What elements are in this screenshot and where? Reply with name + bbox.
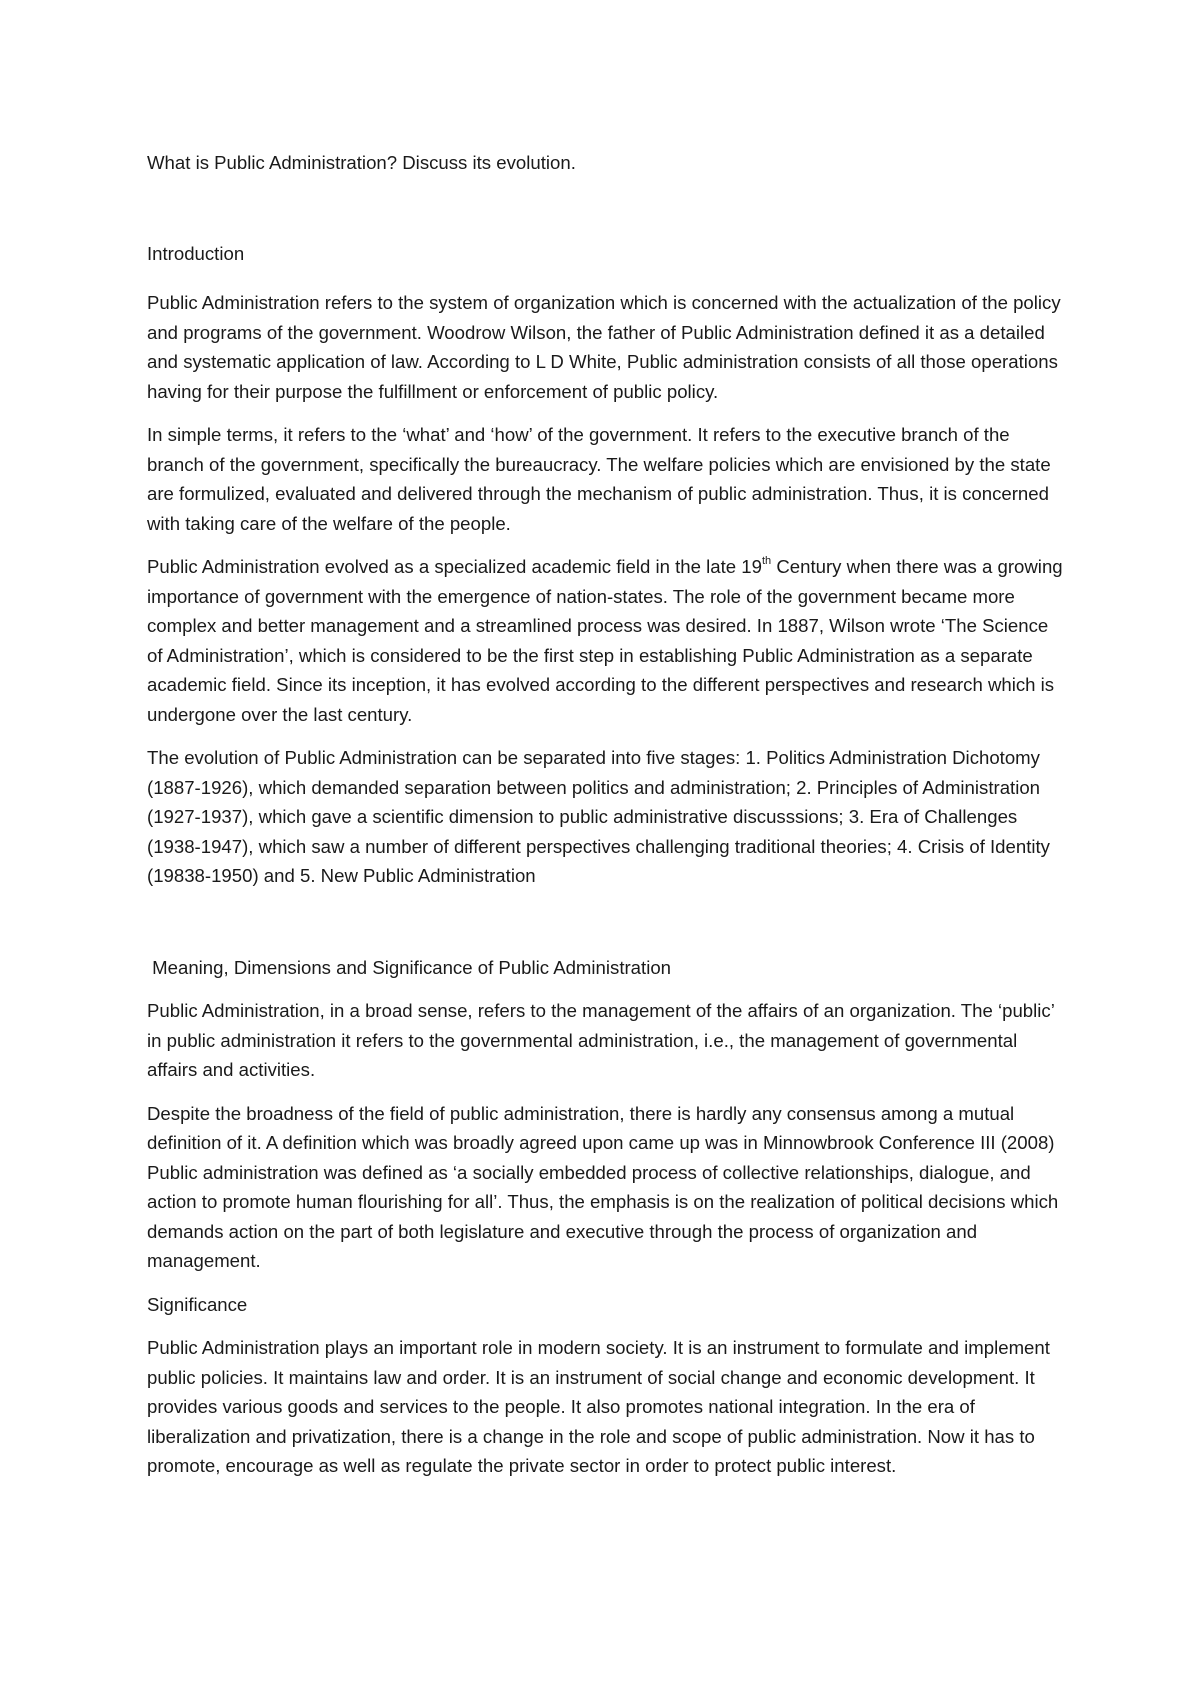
introduction-paragraph-2: In simple terms, it refers to the ‘what’ and ‘how’ of the government. It refers to the executive branch of the branch of the government, specifically the bureaucracy. The welfare policies which are envisioned by the state are formulized, evaluated and delivered through the mechanism of public administration. Thus, it is concerned with taking care of the welfare of the people. — [147, 424, 1051, 534]
paragraph-3-text-a: Public Administration evolved as a specialized academic field in the late 19 — [147, 556, 762, 577]
meaning-paragraph-2: Despite the broadness of the field of public administration, there is hardly any consensus among a mutual definition of it. A definition which was broadly agreed upon came up was in Minnowbrook Conference III (2008) Public administration was defined as ‘a socially embedded process of collective relationships, dialogue, and action to promote human flourishing for all’. Thus, the emphasis is on the realization of political decisions which demands action on the part of both legislature and executive through the process of organization and management. — [147, 1102, 1059, 1271]
meaning-paragraph-1: Public Administration, in a broad sense, refers to the management of the affairs of an organization. The ‘public’ in public administration it refers to the governmental administration, i.e., the management of governmental affairs and activities. — [147, 1000, 1055, 1080]
ordinal-superscript: th — [761, 554, 772, 567]
meaning-heading: Meaning, Dimensions and Significance of Public Administration — [147, 956, 672, 978]
significance-paragraph-1: Public Administration plays an important role in modern society. It is an instrument to formulate and implement public policies. It maintains law and order. It is an instrument of social change and economic development. It provides various goods and services to the people. It also promotes national integration. In the era of liberalization and privatization, there is a change in the role and scope of public administration. Now it has to promote, encourage as well as regulate the private sector in order to protect public interest. — [147, 1337, 1050, 1476]
document-page — [147, 148, 1067, 1481]
introduction-heading: Introduction — [147, 242, 245, 264]
introduction-paragraph-3 — [147, 552, 1067, 729]
introduction-paragraph-4: The evolution of Public Administration can be separated into five stages: 1. Politics Administration Dichotomy (1887-1926), which demanded separation between politics and administration; 2. Principles of Administration (1927-1937), which gave a scientific dimension to public administrative discusssions; 3. Era of Challenges (1938-1947), which saw a number of different perspectives challenging traditional theories; 4. Crisis of Identity (19838-1950) and 5. New Public Administration — [147, 747, 1050, 886]
paragraph-3-text-b: Century when there was a growing importance of government with the emergence of nation-states. The role of the government became more complex and better management and a streamlined process was desired. In 1887, Wilson wrote ‘The Science of Administration’, which is considered to be the first step in establishing Public Administration as a separate academic field. Since its inception, it has evolved according to the different perspectives and research which is undergone over the last century. — [147, 556, 1063, 725]
introduction-paragraph-1: Public Administration refers to the system of organization which is concerned with the actualization of the policy and programs of the government. Woodrow Wilson, the father of Public Administration defined it as a detailed and systematic application of law. According to L D White, Public administration consists of all those operations having for their purpose the fulfillment or enforcement of public policy. — [147, 292, 1061, 402]
document-title: What is Public Administration? Discuss its evolution. — [147, 152, 576, 173]
significance-heading: Significance — [147, 1293, 248, 1315]
